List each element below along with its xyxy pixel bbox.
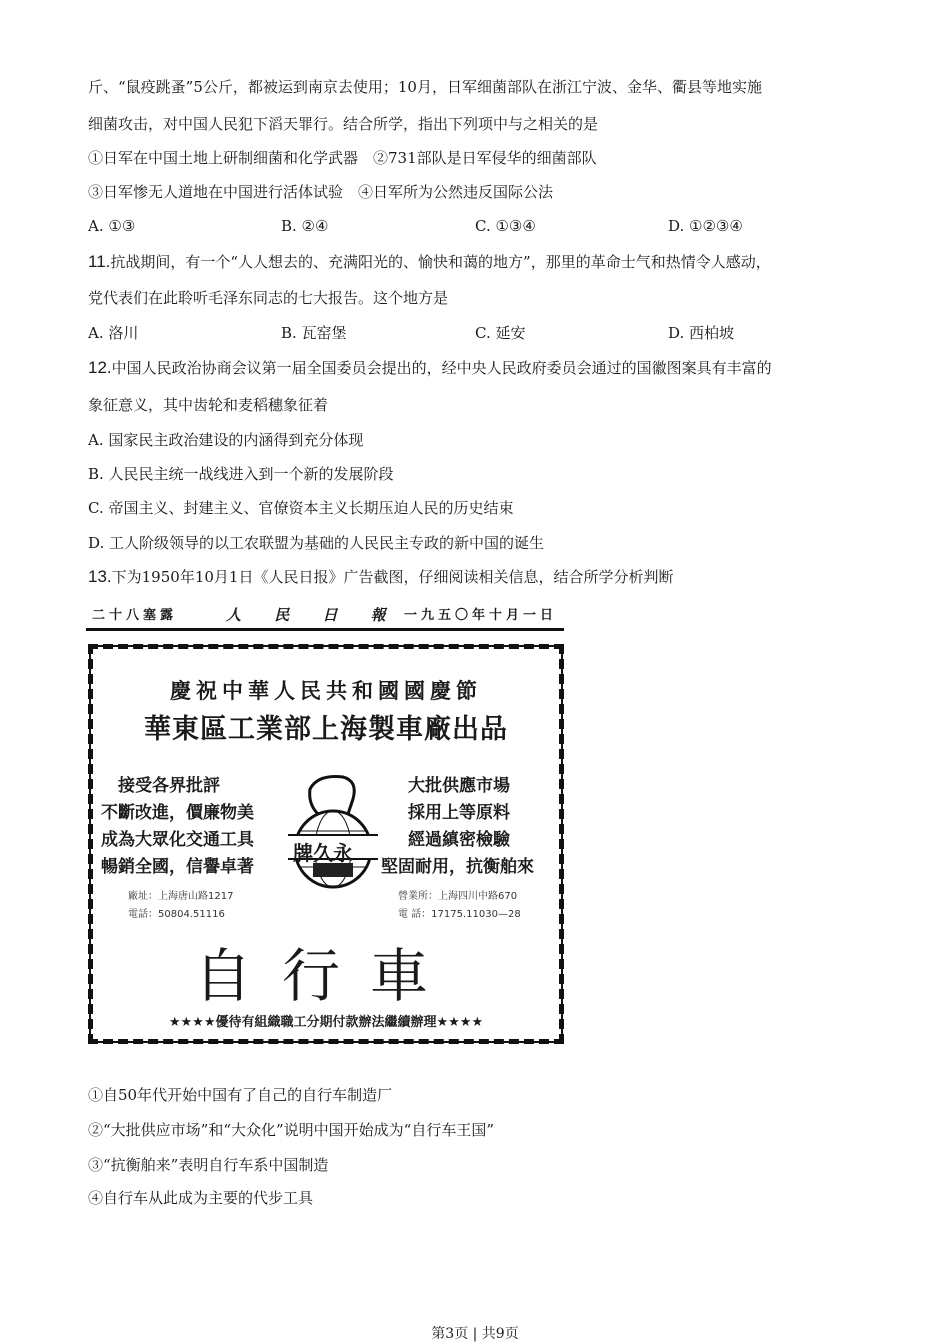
ad-left-line: 接受各界批評 bbox=[118, 776, 220, 796]
question-number: 12. bbox=[88, 358, 112, 377]
q11-option-c: C. 延安 bbox=[475, 324, 526, 342]
q13-item: ③“抗衡舶来”表明自行车系中国制造 bbox=[88, 1156, 329, 1174]
newspaper-ad-image bbox=[86, 598, 574, 1054]
q11-option-a: A. 洛川 bbox=[88, 324, 139, 342]
ad-left-tel: 電話：50804.51116 bbox=[128, 909, 225, 920]
q12-option-d: D. 工人阶级领导的以工农联盟为基础的人民民主专政的新中国的诞生 bbox=[88, 534, 545, 552]
q11-text-line bbox=[88, 252, 771, 272]
q13-text: 下为1950年10月1日《人民日报》广告截图，仔细阅读相关信息，结合所学分析判断 bbox=[111, 568, 674, 586]
page-footer: 第3页 | 共9页 bbox=[431, 1326, 519, 1342]
ad-right-address: 營業所：上海四川中路670 bbox=[398, 891, 518, 902]
q10-option-a: A. ①③ bbox=[88, 217, 136, 235]
ad-left-line: 暢銷全國，信譽卓著 bbox=[101, 857, 254, 877]
q10-items-line: ①日军在中国土地上研制细菌和化学武器 ②731部队是日军侵华的细菌部队 bbox=[88, 149, 597, 167]
q12-text-line bbox=[88, 358, 772, 378]
q12-option-a: A. 国家民主政治建设的内涵得到充分体现 bbox=[88, 431, 364, 449]
q12-option-c: C. 帝国主义、封建主义、官僚资本主义长期压迫人民的历史结束 bbox=[88, 499, 514, 517]
q13-item: ②“大批供应市场”和“大众化”说明中国开始成为“自行车王国” bbox=[88, 1121, 495, 1139]
question-number: 13. bbox=[88, 567, 112, 586]
q11-option-d: D. 西柏坡 bbox=[668, 324, 735, 342]
q11-option-b: B. 瓦窑堡 bbox=[281, 324, 347, 342]
newspaper-header bbox=[86, 598, 564, 631]
q13-text-line bbox=[88, 567, 673, 587]
q13-item: ④自行车从此成为主要的代步工具 bbox=[88, 1189, 314, 1207]
q10-option-d: D. ①②③④ bbox=[668, 217, 743, 235]
ad-right-line: 採用上等原料 bbox=[408, 803, 510, 823]
ad-right-line: 大批供應市場 bbox=[408, 776, 510, 796]
ad-right-tel: 電 話：17175.11030—28 bbox=[398, 909, 521, 920]
q10-text-line: 斤、“鼠疫跳蚤”5公斤，都被运到南京去使用；10月，日军细菌部队在浙江宁波、金华、衢县等地实施 bbox=[88, 78, 762, 96]
q12-text-line: 象征意义，其中齿轮和麦稻穗象征着 bbox=[88, 396, 329, 414]
q10-option-c: C. ①③④ bbox=[475, 217, 536, 235]
ad-bottom-line: ★★★★優待有組織職工分期付款辦法繼續辦理★★★★ bbox=[168, 1015, 484, 1030]
q11-text-line: 党代表们在此聆听毛泽东同志的七大报告。这个地方是 bbox=[88, 289, 449, 307]
ad-title-2: 華東區工業部上海製車廠出品 bbox=[144, 714, 508, 745]
globe-logo-icon bbox=[288, 769, 378, 889]
header-date: 一九五〇年十月一日 bbox=[404, 608, 558, 623]
header-left: 二十八塞露 bbox=[92, 608, 178, 623]
q12-text: 中国人民政治协商会议第一届全国委员会提出的，经中央人民政府委员会通过的国徽图案具有丰富的 bbox=[111, 359, 772, 377]
ad-title-1: 慶祝中華人民共和國國慶節 bbox=[170, 679, 482, 703]
ad-left-line: 不斷改進，價廉物美 bbox=[101, 803, 254, 823]
ad-left-line: 成為大眾化交通工具 bbox=[101, 830, 254, 850]
q10-option-b: B. ②④ bbox=[281, 217, 329, 235]
ad-product: 自行車 bbox=[193, 942, 458, 1010]
q10-text-line: 细菌攻击，对中国人民犯下滔天罪行。结合所学，指出下列项中与之相关的是 bbox=[88, 115, 599, 133]
ad-border bbox=[88, 644, 564, 1044]
question-number: 11. bbox=[88, 252, 111, 271]
ad-right-line: 堅固耐用，抗衡舶來 bbox=[381, 857, 534, 877]
ad-right-line: 經過縝密檢驗 bbox=[408, 830, 510, 850]
ad-brand: 牌久永 bbox=[293, 841, 353, 865]
q10-items-line: ③日军惨无人道地在中国进行活体试验 ④日军所为公然违反国际公法 bbox=[88, 183, 554, 201]
newspaper-masthead: 人 民 日 報 bbox=[226, 606, 400, 624]
q11-text: 抗战期间，有一个“人人想去的、充满阳光的、愉快和蔼的地方”，那里的革命士气和热情令人感动， bbox=[110, 253, 771, 271]
ad-left-address: 廠址：上海唐山路1217 bbox=[128, 891, 234, 902]
q12-option-b: B. 人民民主统一战线进入到一个新的发展阶段 bbox=[88, 465, 394, 483]
q13-item: ①自50年代开始中国有了自己的自行车制造厂 bbox=[88, 1086, 393, 1104]
